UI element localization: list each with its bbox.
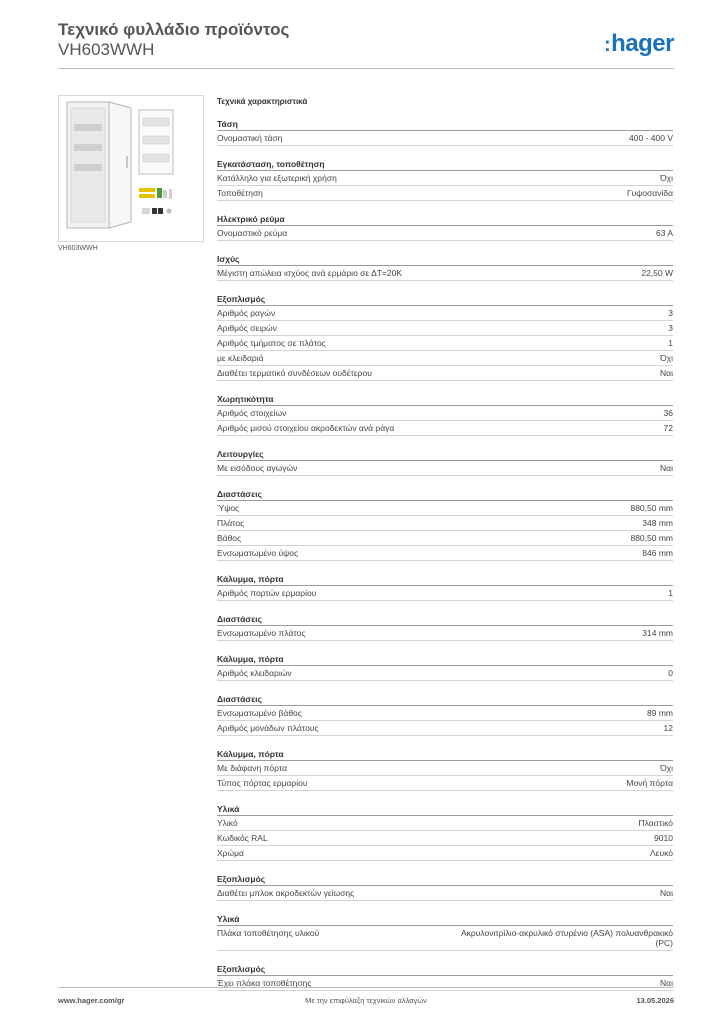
spec-label: Ύψος (217, 503, 240, 513)
spec-label: Αριθμός μονάδων πλάτους (217, 723, 319, 733)
spec-value: 3 (668, 308, 673, 318)
spec-row (217, 516, 673, 531)
spec-section (217, 253, 673, 281)
spec-sections (217, 118, 673, 991)
section-heading: Εξοπλισμός (217, 873, 673, 886)
spec-value: Όχι (660, 763, 673, 773)
spec-label: Έχει πλάκα τοποθέτησης (217, 978, 312, 988)
spec-label: Ενσωματωμένο πλάτος (217, 628, 306, 638)
section-heading: Κάλυμμα, πόρτα (217, 653, 673, 666)
spec-row (217, 976, 673, 991)
spec-section (217, 118, 673, 146)
spec-value: 1 (668, 338, 673, 348)
spec-value: Γυψοσανίδα (626, 188, 673, 198)
spec-row (217, 226, 673, 241)
spec-value: Όχι (660, 173, 673, 183)
spec-label: Ενσωματωμένο ύψος (217, 548, 299, 558)
spec-label: Ονομαστική τάση (217, 133, 283, 143)
document-title: Τεχνικό φυλλάδιο προϊόντος (58, 20, 290, 39)
spec-label: Πλάτος (217, 518, 245, 528)
spec-label: Τύπος πόρτας ερμαρίου (217, 778, 308, 788)
section-heading: Διαστάσεις (217, 613, 673, 626)
section-heading: Λειτουργίες (217, 448, 673, 461)
spec-label: Με εισόδους αγωγών (217, 463, 298, 473)
spec-section (217, 448, 673, 476)
spec-label: Αριθμός στοιχείων (217, 408, 287, 418)
spec-label: Αριθμός μισού στοιχείου ακροδεκτών ανά ράγα (217, 423, 395, 433)
section-heading: Κάλυμμα, πόρτα (217, 573, 673, 586)
spec-title: Τεχνικά χαρακτηριστικά (217, 97, 308, 106)
section-heading: Ηλεκτρικό ρεύμα (217, 213, 673, 226)
header-divider (58, 68, 674, 69)
spec-label: Αριθμός τμήματος σε πλάτος (217, 338, 326, 348)
spec-value: Μονή πόρτα (626, 778, 673, 788)
spec-row (217, 321, 673, 336)
spec-label: Χρώμα (217, 848, 244, 858)
spec-row (217, 666, 673, 681)
image-caption: VH603WWH (58, 245, 98, 252)
spec-section (217, 873, 673, 901)
spec-row (217, 846, 673, 861)
spec-value: 400 - 400 V (629, 133, 673, 143)
spec-row (217, 406, 673, 421)
spec-row (217, 721, 673, 736)
spec-row (217, 501, 673, 516)
spec-row (217, 366, 673, 381)
footer-notice: Με την επιφύλαξη τεχνικών αλλαγών (305, 996, 427, 1005)
footer-date: 13.05.2026 (636, 996, 674, 1005)
spec-section (217, 573, 673, 601)
spec-row (217, 626, 673, 641)
section-heading: Εξοπλισμός (217, 293, 673, 306)
document-header (58, 20, 674, 60)
product-image (58, 95, 204, 242)
spec-row (217, 586, 673, 601)
spec-label: Πλάκα τοποθέτησης υλικού (217, 928, 320, 938)
spec-value: 89 mm (647, 708, 673, 718)
spec-section (217, 613, 673, 641)
spec-value: 36 (663, 408, 673, 418)
spec-value: 314 mm (642, 628, 673, 638)
spec-value: Όχι (660, 353, 673, 363)
spec-label: Ονομαστικό ρεύμα (217, 228, 288, 238)
section-heading: Υλικά (217, 913, 673, 926)
spec-label: Κατάλληλο για εξωτερική χρήση (217, 173, 337, 183)
spec-value: 0 (668, 668, 673, 678)
spec-value: Λευκό (650, 848, 673, 858)
spec-value: 3 (668, 323, 673, 333)
spec-label: Υλικό (217, 818, 238, 828)
spec-value: Ναι (660, 888, 673, 898)
spec-row (217, 886, 673, 901)
spec-label: Μέγιστη απώλεια ισχύος ανά ερμάριο σε ΔT=20K (217, 268, 403, 278)
spec-section (217, 803, 673, 861)
spec-row (217, 776, 673, 791)
spec-value: Ναι (660, 368, 673, 378)
cabinet-illustration (59, 96, 203, 241)
spec-label: Αριθμός ραγών (217, 308, 276, 318)
spec-section (217, 213, 673, 241)
spec-row (217, 831, 673, 846)
spec-label: Ενσωματωμένο βάθος (217, 708, 302, 718)
spec-section (217, 653, 673, 681)
spec-section (217, 158, 673, 201)
spec-value: 880,50 mm (630, 503, 673, 513)
spec-value: Πλαστικό (638, 818, 673, 828)
spec-section (217, 693, 673, 736)
hager-logo: :hager (603, 30, 674, 57)
spec-value: 22,50 W (641, 268, 673, 278)
spec-value: Ναι (660, 463, 673, 473)
section-heading: Υλικά (217, 803, 673, 816)
spec-value: 9010 (654, 833, 673, 843)
footer-divider (58, 987, 674, 988)
spec-label: Αριθμός κλειδαριών (217, 668, 292, 678)
footer-website[interactable]: www.hager.com/gr (58, 996, 125, 1005)
spec-row (217, 816, 673, 831)
spec-row (217, 131, 673, 146)
spec-value: Ναι (660, 978, 673, 988)
spec-label: Αριθμός πορτών ερμαρίου (217, 588, 317, 598)
spec-value: 880,50 mm (630, 533, 673, 543)
logo-text: hager (611, 30, 674, 57)
spec-section (217, 488, 673, 561)
spec-value: 72 (663, 423, 673, 433)
spec-label: Διαθέτει μπλοκ ακροδεκτών γείωσης (217, 888, 355, 898)
spec-label: Διαθέτει τερματικό συνδέσεων ουδέτερου (217, 368, 372, 378)
spec-row (217, 421, 673, 436)
spec-value: 1 (668, 588, 673, 598)
spec-row (217, 531, 673, 546)
spec-row (217, 171, 673, 186)
spec-row (217, 461, 673, 476)
product-code: VH603WWH (58, 40, 155, 59)
section-heading: Τάση (217, 118, 673, 131)
section-heading: Διαστάσεις (217, 488, 673, 501)
spec-value: 12 (663, 723, 673, 733)
spec-label: Βάθος (217, 533, 242, 543)
section-heading: Εγκατάσταση, τοποθέτηση (217, 158, 673, 171)
spec-section (217, 913, 673, 951)
spec-section (217, 748, 673, 791)
spec-row (217, 706, 673, 721)
spec-label: Κωδικός RAL (217, 833, 268, 843)
spec-section (217, 293, 673, 381)
spec-row (217, 336, 673, 351)
spec-value: 846 mm (642, 548, 673, 558)
spec-row (217, 761, 673, 776)
spec-row (217, 351, 673, 366)
spec-row (217, 186, 673, 201)
spec-label: Αριθμός σειρών (217, 323, 277, 333)
spec-label: με κλειδαριά (217, 353, 264, 363)
specifications (217, 96, 673, 1003)
spec-value: 63 A (655, 228, 673, 238)
spec-row (217, 306, 673, 321)
spec-row (217, 926, 673, 951)
section-heading: Κάλυμμα, πόρτα (217, 748, 673, 761)
spec-label: Με διάφανη πόρτα (217, 763, 287, 773)
spec-value: Ακρυλονιτρίλιο-ακρυλικό στυρένιο (ASA) πολυανθρακικό (PC) (461, 928, 673, 948)
section-heading: Εξοπλισμός (217, 963, 673, 976)
section-heading: Ισχύς (217, 253, 673, 266)
spec-value: 348 mm (642, 518, 673, 528)
spec-section (217, 393, 673, 436)
spec-label: Τοποθέτηση (217, 188, 263, 198)
section-heading: Χωρητικότητα (217, 393, 673, 406)
spec-row (217, 546, 673, 561)
spec-row (217, 266, 673, 281)
section-heading: Διαστάσεις (217, 693, 673, 706)
